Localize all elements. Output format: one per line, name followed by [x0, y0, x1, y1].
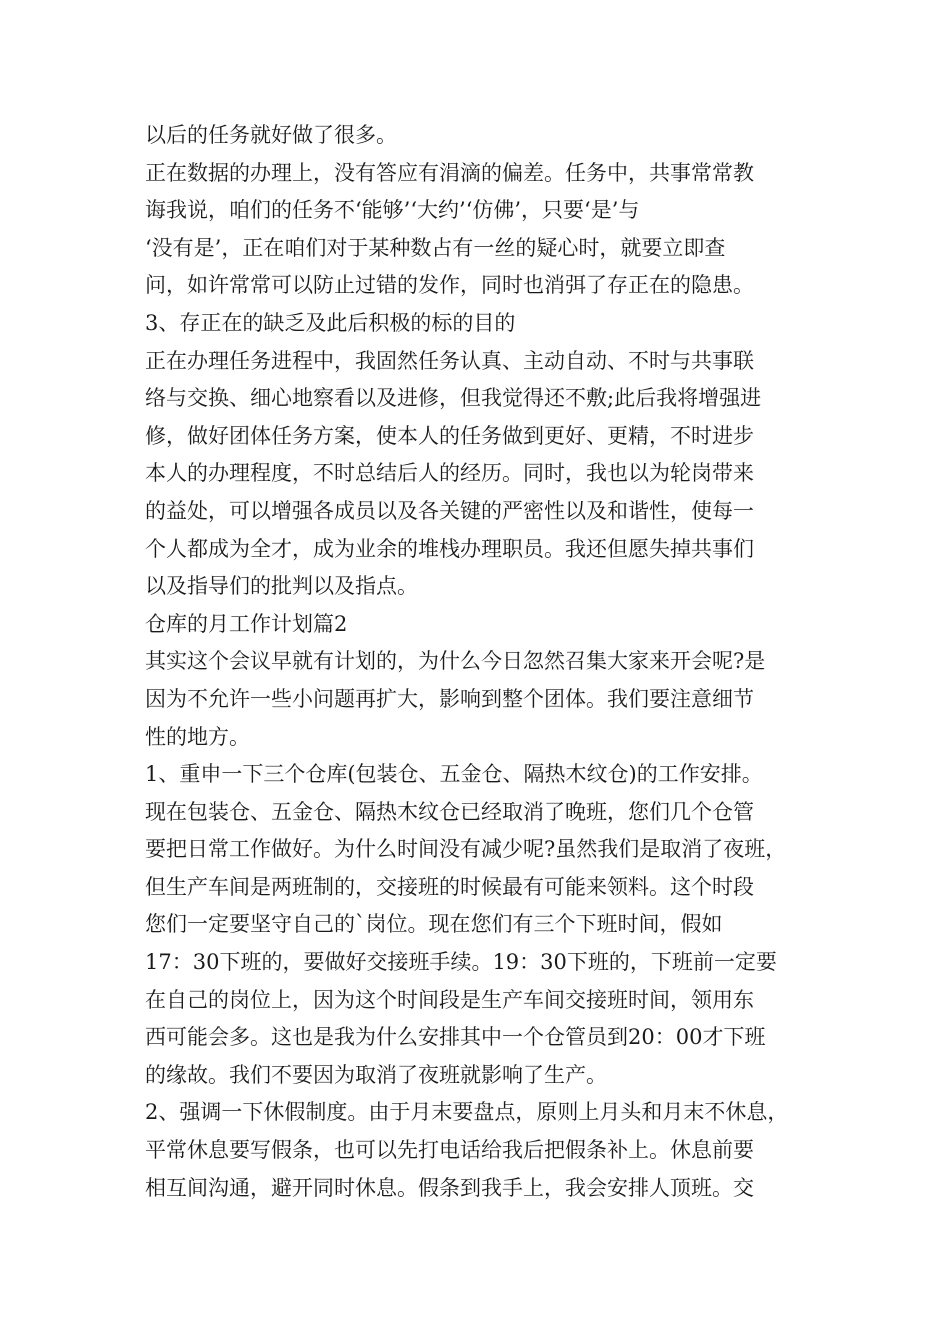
text-line: 性的地方。 — [145, 724, 250, 749]
text-line: 但生产车间是两班制的，交接班的时候最有可能来领料。这个时段 — [145, 874, 754, 899]
text-line: 本人的办理程度，不时总结后人的经历。同时，我也以为轮岗带来 — [145, 461, 754, 486]
text-line: 现在包装仓、五金仓、隔热木纹仓已经取消了晚班，您们几个仓管 — [145, 799, 754, 824]
text-line: 其实这个会议早就有计划的，为什么今日忽然召集大家来开会呢?是 — [145, 649, 766, 674]
text-line: 的益处，可以增强各成员以及各关键的严密性以及和谐性，使每一 — [145, 498, 754, 523]
text-line: 在自己的岗位上，因为这个时间段是生产车间交接班时间，领用东 — [145, 987, 754, 1012]
section-heading: 3、存正在的缺乏及此后积极的标的目的 — [145, 310, 516, 335]
text-line: 正在办理任务进程中，我固然任务认真、主动自动、不时与共事联 — [145, 348, 754, 373]
text-line: 修，做好团体任务方案，使本人的任务做到更好、更精，不时进步 — [145, 423, 754, 448]
text-line: 正在数据的办理上，没有答应有涓滴的偏差。任务中，共事常常教 — [145, 160, 754, 185]
text-line: 以及指导们的批判以及指点。 — [145, 574, 418, 599]
text-line: 相互间沟通，避开同时休息。假条到我手上，我会安排人顶班。交 — [145, 1175, 754, 1200]
text-line: 因为不允许一些小问题再扩大，影响到整个团体。我们要注意细节 — [145, 686, 754, 711]
section-heading: 1、重申一下三个仓库(包装仓、五金仓、隔热木纹仓)的工作安排。 — [145, 762, 763, 787]
text-line: 要把日常工作做好。为什么时间没有减少呢?虽然我们是取消了夜班， — [145, 837, 787, 862]
text-line: 西可能会多。这也是我为什么安排其中一个仓管员到20：00才下班 — [145, 1025, 766, 1050]
text-line: 您们一定要坚守自己的`岗位。现在您们有三个下班时间，假如 — [145, 912, 723, 937]
text-line: 个人都成为全才，成为业余的堆栈办理职员。我还但愿失掉共事们 — [145, 536, 754, 561]
text-line: 17：30下班的，要做好交接班手续。19：30下班的，下班前一定要 — [145, 950, 777, 975]
text-line: 络与交换、细心地察看以及进修，但我觉得还不敷;此后我将增强进 — [145, 386, 762, 411]
text-line: ‘没有是’，正在咱们对于某种数占有一丝的疑心时，就要立即查 — [145, 235, 726, 260]
article-title: 仓库的月工作计划篇2 — [145, 611, 348, 636]
text-line: 问，如许常常可以防止过错的发作，同时也消弭了存正在的隐患。 — [145, 273, 754, 298]
text-line: 平常休息要写假条，也可以先打电话给我后把假条补上。休息前要 — [145, 1138, 754, 1163]
section-heading: 2、强调一下休假制度。由于月末要盘点，原则上月头和月末不休息， — [145, 1100, 789, 1125]
text-line: 以后的任务就好做了很多。 — [145, 123, 397, 147]
document-body — [145, 117, 815, 1207]
text-line: 的缘故。我们不要因为取消了夜班就影响了生产。 — [145, 1062, 607, 1087]
text-line: 诲我说，咱们的任务不‘能够’‘大约’‘仿佛’，只要‘是’与 — [145, 198, 640, 223]
